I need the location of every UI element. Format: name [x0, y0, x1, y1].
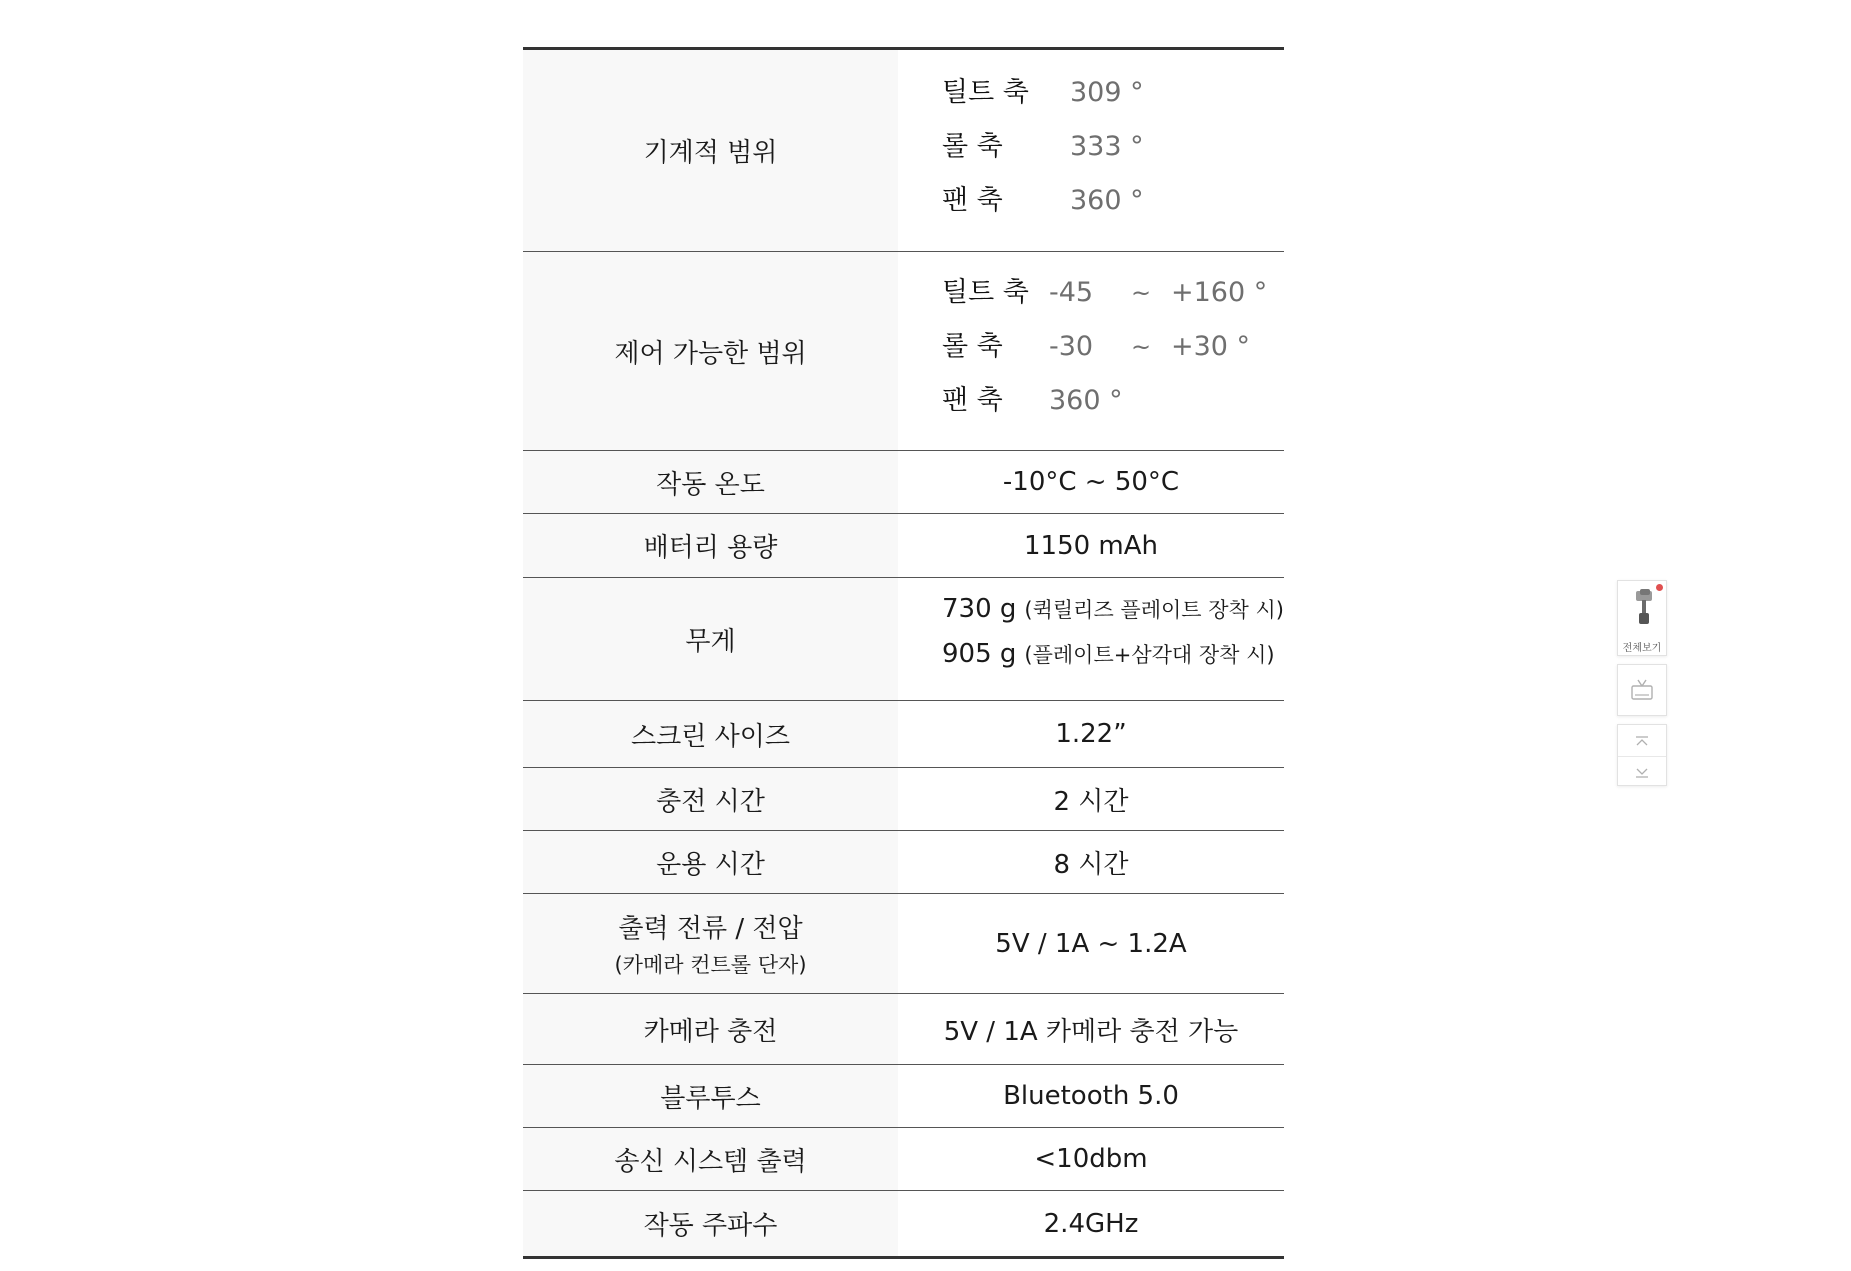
spec-label: 작동 온도: [523, 451, 898, 514]
spec-label: 배터리 용량: [523, 514, 898, 578]
spec-value: <10dbm: [898, 1128, 1284, 1191]
spec-value: [898, 252, 1284, 451]
spec-value: Bluetooth 5.0: [898, 1065, 1284, 1128]
view-all-label: 전체보기: [1622, 643, 1662, 654]
spec-row-frequency: [523, 1191, 1284, 1258]
weight-line: [942, 594, 1284, 639]
axis-name: 틸트 축: [942, 76, 1029, 108]
axis-name: 롤 축: [942, 130, 1003, 162]
spec-value: 2.4GHz: [898, 1191, 1284, 1258]
spec-row-run-time: [523, 831, 1284, 894]
axis-line: [942, 270, 1284, 324]
spec-value: -10°C ~ 50°C: [898, 451, 1284, 514]
spec-label: 송신 시스템 출력: [523, 1128, 898, 1191]
weight-value: 905 g: [942, 639, 1017, 669]
spec-label-main: 출력 전류 / 전압: [618, 914, 803, 944]
axis-max: +30 °: [1171, 331, 1251, 362]
axis-list: [898, 252, 1284, 450]
axis-max: +160 °: [1171, 277, 1268, 308]
spec-label: 운용 시간: [523, 831, 898, 894]
axis-name: 팬 축: [942, 184, 1003, 216]
spec-value: 5V / 1A ~ 1.2A: [898, 894, 1284, 994]
spec-value: 1.22”: [898, 701, 1284, 768]
spec-label: 충전 시간: [523, 768, 898, 831]
axis-line: [942, 324, 1284, 378]
spec-value: 5V / 1A 카메라 충전 가능: [898, 994, 1284, 1065]
spec-row-operating-temp: [523, 451, 1284, 514]
video-button[interactable]: [1617, 664, 1667, 716]
axis-name: 팬 축: [942, 385, 1003, 416]
axis-value: 309 °: [1070, 76, 1144, 108]
spec-value: [898, 578, 1284, 701]
spec-label: [523, 894, 898, 994]
new-badge-icon: [1656, 584, 1663, 591]
axis-line: [942, 378, 1284, 432]
spec-row-output: [523, 894, 1284, 994]
axis-min: -30: [1049, 331, 1094, 362]
spec-row-screen: [523, 701, 1284, 768]
axis-name: 롤 축: [942, 331, 1003, 362]
tv-icon: [1629, 678, 1655, 702]
weight-note: (퀵릴리즈 플레이트 장착 시): [1024, 598, 1284, 622]
spec-table: [523, 47, 1284, 1259]
axis-tilde: ~: [1131, 333, 1152, 361]
scroll-top-icon: [1634, 735, 1650, 747]
spec-label-sub: (카메라 컨트롤 단자): [614, 953, 807, 977]
spec-value: 8 시간: [898, 831, 1284, 894]
spec-label: 스크린 사이즈: [523, 701, 898, 768]
spec-label: 제어 가능한 범위: [523, 252, 898, 451]
quick-menu: [1617, 580, 1667, 794]
spec-row-charge-time: [523, 768, 1284, 831]
spec-row-bluetooth: [523, 1065, 1284, 1128]
spec-row-controllable-range: [523, 252, 1284, 451]
axis-line: [942, 178, 1284, 232]
spec-label: 카메라 충전: [523, 994, 898, 1065]
spec-row-mechanical-range: [523, 49, 1284, 252]
axis-name: 틸트 축: [942, 277, 1029, 308]
weight-value: 730 g: [942, 594, 1017, 624]
spec-value: 1150 mAh: [898, 514, 1284, 578]
spec-label: 기계적 범위: [523, 49, 898, 252]
scroll-bottom-button[interactable]: [1618, 756, 1666, 788]
view-all-button[interactable]: [1617, 580, 1667, 656]
axis-value: 360 °: [1049, 385, 1123, 416]
spec-row-battery: [523, 514, 1284, 578]
axis-line: [942, 70, 1284, 124]
axis-line: [942, 124, 1284, 178]
weight-line: [942, 639, 1284, 684]
axis-value: 333 °: [1070, 130, 1144, 162]
spec-label: 무게: [523, 578, 898, 701]
weight-note: (플레이트+삼각대 장착 시): [1024, 643, 1275, 667]
spec-value: [898, 49, 1284, 252]
scroll-top-button[interactable]: [1618, 725, 1666, 756]
axis-list: [898, 52, 1284, 250]
spec-value: 2 시간: [898, 768, 1284, 831]
spec-row-camera-charge: [523, 994, 1284, 1065]
scroll-bottom-icon: [1634, 767, 1650, 779]
scroll-controls: [1617, 724, 1667, 786]
axis-min: -45: [1049, 277, 1094, 308]
spec-row-weight: [523, 578, 1284, 701]
weight-list: [898, 578, 1284, 700]
spec-label: 블루투스: [523, 1065, 898, 1128]
axis-tilde: ~: [1131, 279, 1152, 307]
spec-label: 작동 주파수: [523, 1191, 898, 1258]
axis-value: 360 °: [1070, 184, 1144, 216]
spec-row-tx-power: [523, 1128, 1284, 1191]
product-thumbnail: [1627, 587, 1659, 627]
